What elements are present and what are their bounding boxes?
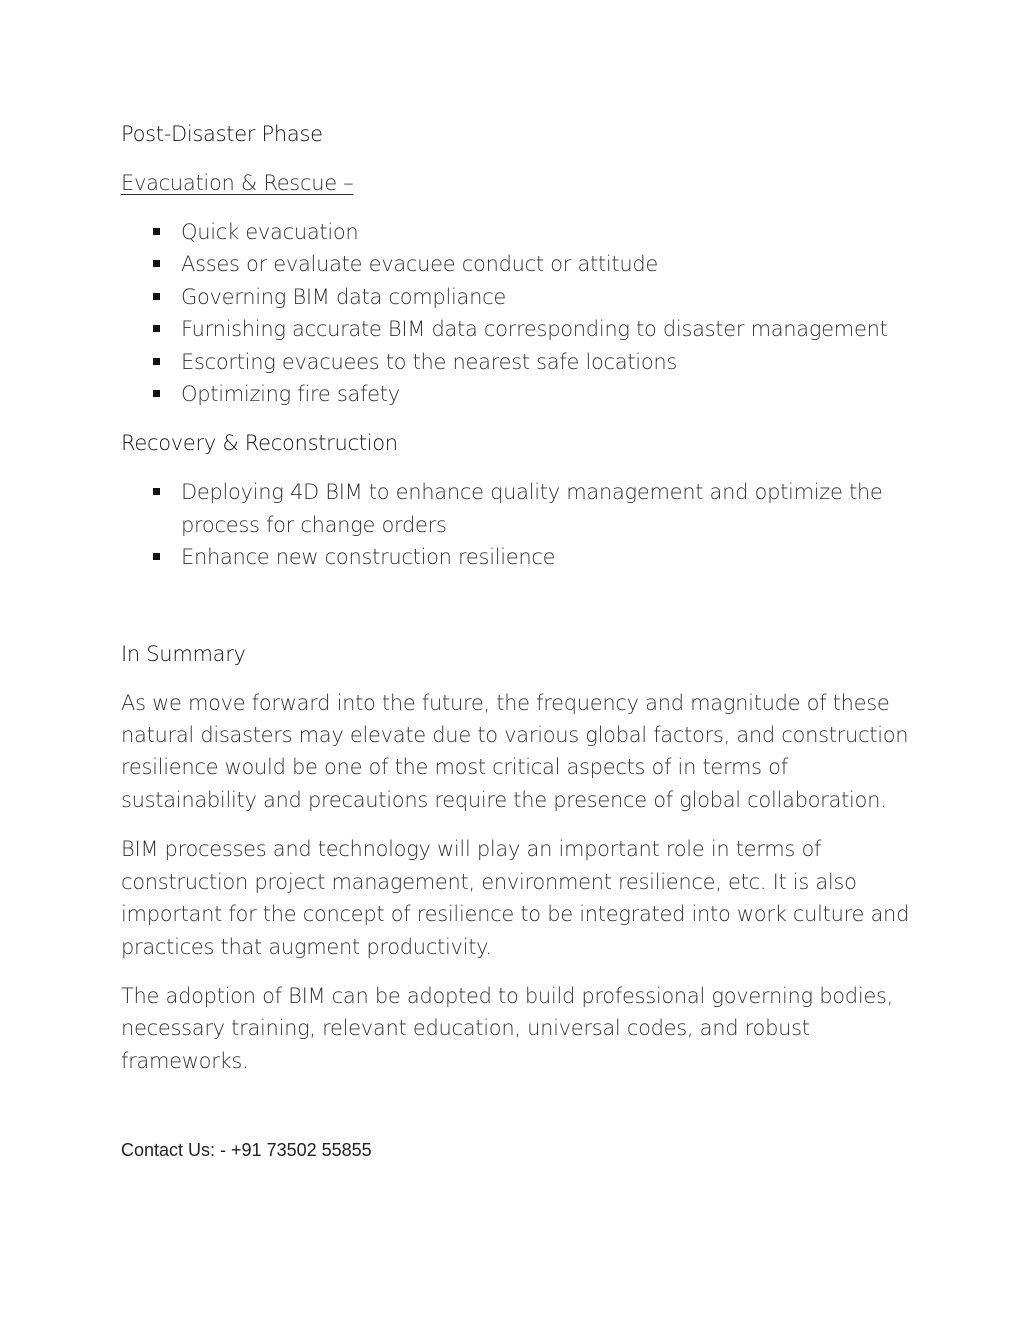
- list-item-text: Governing BIM data compliance: [181, 284, 506, 309]
- list-item: [121, 346, 911, 378]
- list-item: [121, 476, 911, 541]
- list-item-text: Enhance new construction resilience: [181, 545, 556, 570]
- square-bullet-icon: [153, 553, 160, 560]
- square-bullet-icon: [153, 390, 160, 397]
- list-item-text: Deploying 4D BIM to enhance quality management and optimize the process for change orders: [181, 480, 883, 537]
- list-item: [121, 541, 911, 573]
- list-item: [121, 216, 911, 248]
- evacuation-list: [121, 216, 911, 410]
- list-item: [121, 281, 911, 313]
- square-bullet-icon: [153, 358, 160, 365]
- summary-paragraph: As we move forward into the future, the frequency and magnitude of these natural disasters may elevate due to various global factors, and construction resilience would be one of the most critical aspects of in terms of sustainability and precautions require the presence of global collaboration.: [121, 690, 909, 812]
- list-item-text: Optimizing fire safety: [181, 382, 400, 407]
- summary-paragraph: The adoption of BIM can be adopted to build professional governing bodies, necessary training, relevant education, universal codes, and robust frameworks.: [121, 983, 893, 1073]
- recovery-reconstruction-heading: Recovery & Reconstruction: [121, 431, 398, 456]
- section-spacer: [121, 591, 911, 638]
- square-bullet-icon: [153, 325, 160, 332]
- list-item-text: Asses or evaluate evacuee conduct or attitude: [181, 252, 659, 277]
- square-bullet-icon: [153, 293, 160, 300]
- list-item: [121, 313, 911, 345]
- summary-paragraph: BIM processes and technology will play an important role in terms of construction project management, environment resilience, etc. It is also important for the concept of resilience to be integrated into work culture and practices that augment productivity.: [121, 837, 910, 959]
- list-item: [121, 248, 911, 280]
- list-item: [121, 378, 911, 410]
- post-disaster-heading: Post-Disaster Phase: [121, 122, 323, 146]
- summary-heading: In Summary: [121, 641, 246, 666]
- evacuation-rescue-heading: Evacuation & Rescue –: [121, 171, 354, 195]
- list-item-text: Furnishing accurate BIM data corresponding to disaster management: [181, 317, 888, 342]
- list-item-text: Escorting evacuees to the nearest safe locations: [181, 349, 678, 374]
- square-bullet-icon: [153, 228, 160, 235]
- square-bullet-icon: [153, 488, 160, 495]
- square-bullet-icon: [153, 260, 160, 267]
- document-page: [121, 118, 911, 1161]
- recovery-list: [121, 476, 911, 573]
- contact-line: Contact Us: - +91 73502 55855: [121, 1140, 372, 1161]
- section-spacer: [121, 1094, 911, 1139]
- list-item-text: Quick evacuation: [181, 220, 359, 244]
